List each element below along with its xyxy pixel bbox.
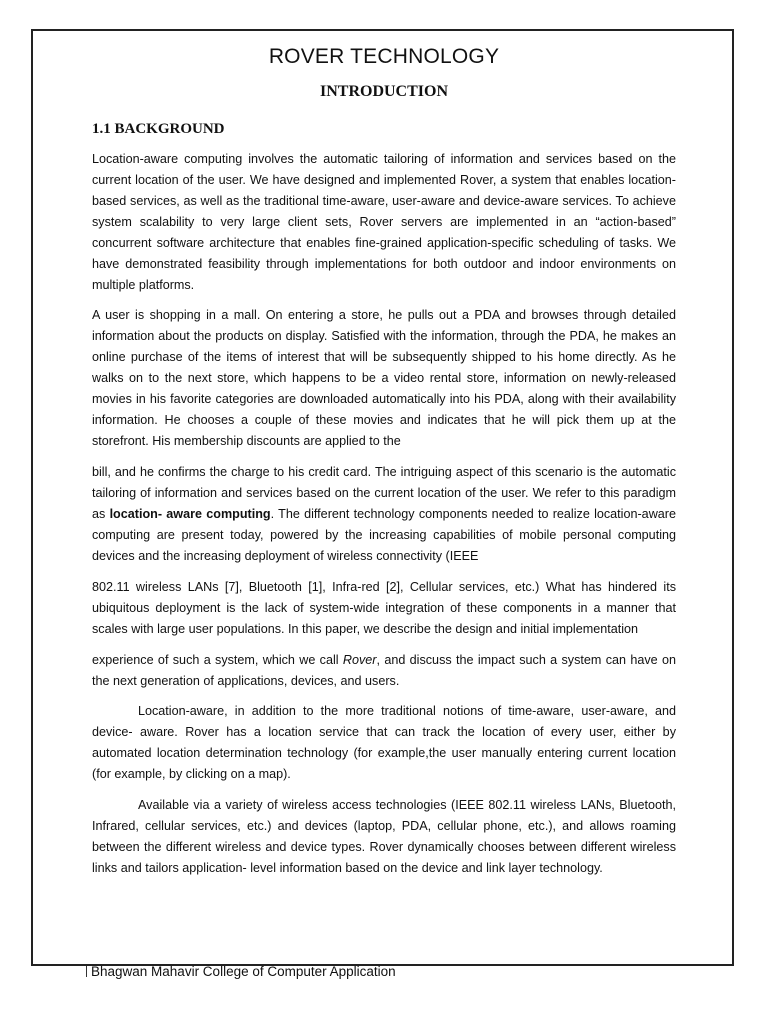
section-title: INTRODUCTION xyxy=(319,83,448,100)
subsection-title: 1.1 BACKGROUND xyxy=(92,121,225,137)
paragraph-5 xyxy=(92,650,676,692)
paragraph-6: Location-aware, in addition to the more traditional notions of time-aware, user-aware, and device- aware. Rover has a location service that can track the location of every user, either by automated location determination technology (for example,the user manually entering current location (for example, by clicking on a map). xyxy=(92,704,676,781)
page-footer xyxy=(86,964,396,979)
footer-text: Bhagwan Mahavir College of Computer Application xyxy=(91,964,396,979)
paragraph-4: 802.11 wireless LANs [7], Bluetooth [1], Infra-red [2], Cellular services, etc.) What has hindered its ubiquitous deployment is the lack of system-wide integration of these components in a manner that scales with large user populations. In this paper, we describe the design and initial implementation xyxy=(92,580,676,636)
paragraph-2: A user is shopping in a mall. On entering a store, he pulls out a PDA and browses through detailed information about the products on display. Satisfied with the information, through the PDA, he makes an online purchase of the items of interest that will be subsequently shipped to his home directly. As he walks on to the next store, which happens to be a video rental store, information on newly-released movies in his favorite categories are downloaded automatically into his PDA, along with their availability information. He chooses a couple of these movies and indicates that he will pick them up at the storefront. His membership discounts are applied to the xyxy=(92,308,676,448)
paragraph-5-text-a: experience of such a system, which we call xyxy=(92,653,343,667)
emphasis-term: location- aware computing xyxy=(109,507,271,521)
italic-term: Rover xyxy=(342,653,377,667)
paragraph-5-text-b: , and discuss the impact such a system can have on the next generation of applications, devices, and users. xyxy=(92,653,676,688)
footer-mark xyxy=(86,966,87,977)
paragraph-3-text-a: bill, and he confirms the charge to his credit card. The intriguing aspect of this scenario is the automatic tailoring of information and services based on the current location of the user. We refer to this paradigm as xyxy=(92,465,676,521)
document-body xyxy=(92,40,676,879)
paragraph-1: Location-aware computing involves the automatic tailoring of information and services based on the current location of the user. We have designed and implemented Rover, a system that enables location-based services, as well as the traditional time-aware, user-aware and device-aware services. To achieve system scalability to very large client sets, Rover servers are implemented in an “action-based” concurrent software architecture that enables fine-grained application-specific scheduling of tasks. We have demonstrated feasibility through implementations for both outdoor and indoor environments on multiple platforms. xyxy=(92,152,676,292)
document-title: ROVER TECHNOLOGY xyxy=(268,45,500,68)
paragraph-7: Available via a variety of wireless access technologies (IEEE 802.11 wireless LANs, Bluetooth, Infrared, cellular services, etc.) and devices (laptop, PDA, cellular phone, etc.), and allows roaming between the different wireless and device types. Rover dynamically chooses between different wireless links and tailors application- level information based on the device and link layer technology. xyxy=(92,798,676,875)
paragraph-3-text-b: . The different technology components needed to realize location-aware computing are present today, powered by the increasing capabilities of mobile personal computing devices and the increasing deployment of wireless connectivity (IEEE xyxy=(92,507,676,563)
paragraph-3 xyxy=(92,462,676,567)
